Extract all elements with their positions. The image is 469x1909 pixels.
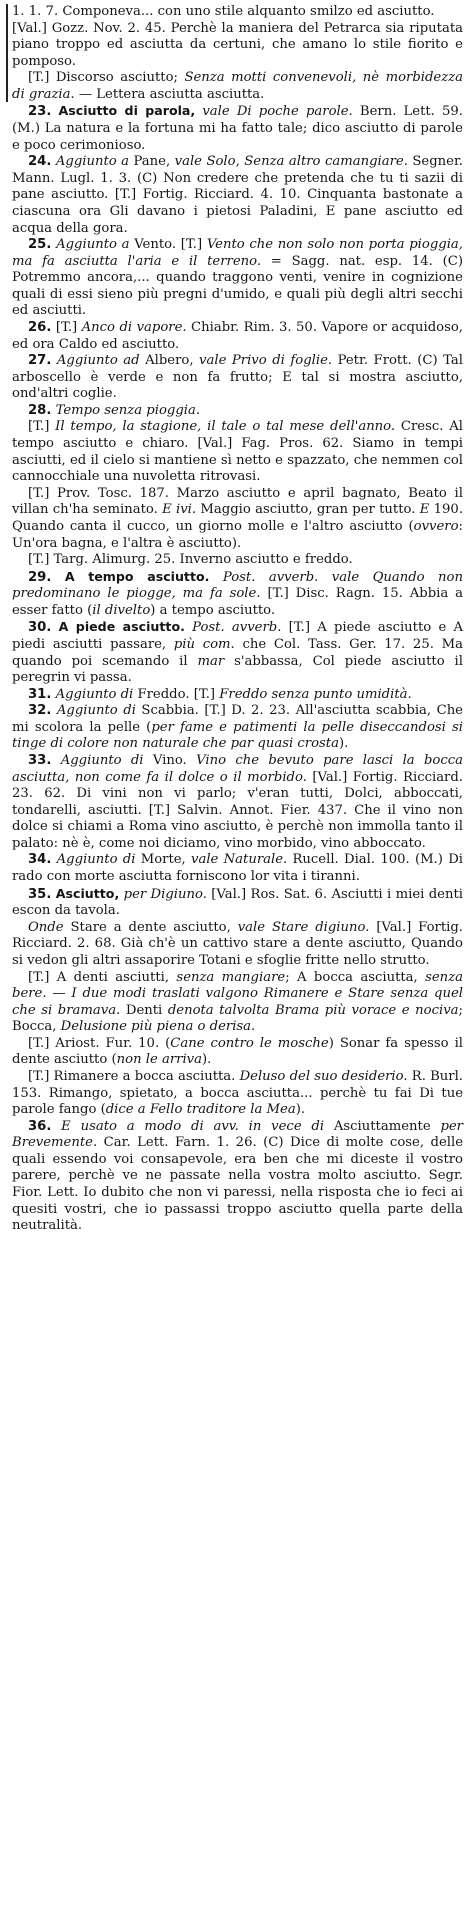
entry-text: [T.] A piede asciutto e A piedi asciutti passare, bbox=[12, 620, 464, 652]
entry-text: Cane contro le mosche bbox=[170, 1035, 329, 1051]
entry-number: 36. bbox=[28, 1118, 52, 1134]
entry-text: Car. Lett. Farn. 1. 26. (C) Dice di molte cose, delle quali essendo voi consapevole, era ben che mi diceste il vostro parere, perchè ve ne passate nella vostra molto asciutto. Segr. Fior. Lett. Io dubito che non vi paressi, nella risposta che io feci ai quesiti vostri, che io passassi troppo asciutto quella parte della neutralità. bbox=[12, 1135, 463, 1234]
entry-text: Petr. Frott. (C) Tal arboscello è verde e non fa frutto; E tal si mostra asciutto, ond'altri coglie. bbox=[12, 353, 463, 402]
entry-text: Delusione più piena o derisa. bbox=[60, 1019, 256, 1035]
dictionary-entry bbox=[12, 920, 463, 970]
dictionary-entry bbox=[12, 21, 463, 71]
entry-text bbox=[51, 570, 64, 585]
entries-column bbox=[12, 4, 463, 1235]
entry-text: Vino. bbox=[143, 753, 197, 769]
entry-text: [T.] Ariost. Fur. 10. ( bbox=[28, 1035, 171, 1051]
entry-number: 24. bbox=[28, 154, 52, 170]
entry-text: 1. 1. 7. Componeva... con uno stile alquanto smilzo ed asciutto. bbox=[12, 4, 435, 19]
entry-headword: A piede asciutto. bbox=[58, 619, 185, 635]
entry-number: 30. bbox=[28, 620, 52, 636]
dictionary-entry bbox=[12, 4, 463, 21]
entry-text: per fame e patimenti la pelle diseccandosi si tinge di colore non naturale che par quasi crosta bbox=[12, 719, 463, 752]
entry-number: 33. bbox=[28, 753, 52, 769]
entry-text: — bbox=[46, 986, 72, 1002]
entry-text: Segner. Mann. Lugl. 1. 3. (C) Non credere che pretenda che tu ti sazii di pane asciutto. [T.] Fortig. Ricciard. 4. 10. Cinquanta bastonate a ciascuna ora Gli davano i pietosi Paladini, E pane asciutto ed acqua della gora. bbox=[12, 154, 463, 236]
entry-text: Freddo. [T.] bbox=[133, 686, 220, 702]
entry-text: Onde bbox=[28, 919, 64, 935]
entry-text: Vento. [T.] bbox=[129, 237, 207, 253]
dictionary-entry bbox=[12, 1119, 463, 1235]
entry-text: Albero, bbox=[139, 353, 200, 369]
entry-text: Aggiunto a bbox=[56, 237, 130, 253]
entry-text bbox=[51, 104, 58, 119]
entry-text: Rucell. Dial. 100. (M.) Di rado con morte asciutta forniscono lor vita i tiranni. bbox=[12, 852, 464, 885]
entry-number: 35. bbox=[28, 886, 52, 902]
entry-text: [T.] bbox=[51, 319, 82, 335]
entry-text: = Sagg. nat. esp. 14. (C) Potremmo ancora,... quando traggono venti, venire in cognizione quali di essi sieno più pregni d'umido, e quali più degli altri secchi ed asciutti. bbox=[12, 253, 463, 319]
dictionary-entry bbox=[12, 403, 463, 420]
entry-text: ovvero bbox=[413, 518, 459, 534]
entry-text: che Col. Tass. Ger. 17. 25. Ma quando poi scemando il bbox=[12, 636, 463, 669]
entry-number: 34. bbox=[28, 852, 52, 868]
entry-text: [T.] Rimanere a bocca asciutta. bbox=[28, 1069, 240, 1084]
entry-text: s'abbassa, Col piede asciutto il peregrin vi passa. bbox=[12, 653, 463, 686]
entry-text: I due modi traslati valgono Rimanere e Stare senza quel che si bramava. bbox=[12, 986, 463, 1018]
entry-text: — Lettera asciutta asciutta. bbox=[74, 86, 265, 102]
entry-text bbox=[51, 1119, 61, 1134]
dictionary-entry bbox=[12, 703, 463, 753]
entry-text: [Val.] Fortig. Ricciard. 23. 62. Di vini non vi parlo; v'eran tutti, Dolci, abboccati, tondarelli, asciutti. [T.] Salvin. Annot. Fier. 437. Che il vino non dolce si chiami a Roma vino asciutto, è perchè non immolla tanto il palato: nè è, come noi diciamo, vino morbido, vino abboccato. bbox=[12, 769, 463, 851]
entry-text: vale Di poche parole. bbox=[202, 104, 353, 120]
dictionary-entry bbox=[12, 320, 463, 353]
entry-text: ) Sonar fa spesso il dente asciutto ( bbox=[12, 1035, 464, 1068]
entry-headword: Asciutto di parola, bbox=[58, 103, 196, 119]
entry-text: più com. bbox=[173, 636, 235, 652]
dictionary-entry bbox=[12, 353, 463, 403]
entry-text: ) a tempo asciutto. bbox=[150, 602, 276, 618]
entry-text: ). bbox=[295, 1102, 306, 1118]
entry-text: R. Burl. 153. Rimango, spietato, a bocca asciutta... perchè tu fai Di tue parole fango ( bbox=[12, 1069, 463, 1118]
entry-headword: A tempo asciutto. bbox=[64, 568, 210, 584]
entry-text: per Digiuno. bbox=[123, 886, 207, 902]
entry-text: Maggio asciutto, gran per tutto. bbox=[196, 502, 420, 518]
dictionary-entry bbox=[12, 886, 463, 920]
entry-text: Post. avverb. bbox=[192, 620, 282, 636]
entry-headword: Asciutto, bbox=[55, 885, 120, 901]
entry-text: Morte, bbox=[135, 852, 192, 868]
entry-text: Bern. Lett. 59. (M.) La natura e la fortuna mi ha fatto tale; dico asciutto di parole e poco cerimonioso. bbox=[12, 104, 463, 153]
entry-text: Stare a dente asciutto, bbox=[63, 919, 238, 935]
entry-text: Tempo senza pioggia. bbox=[55, 402, 201, 418]
entry-text: Aggiunto di bbox=[55, 686, 134, 702]
entry-text: Vino che bevuto pare lasci la bocca asciutta, non come fa il dolce o il morbido. bbox=[12, 753, 463, 785]
entry-number: 23. bbox=[28, 104, 52, 120]
entry-number: 26. bbox=[28, 319, 52, 335]
entry-text: [T.] bbox=[28, 419, 56, 435]
entry-text: Post. avverb. vale Quando non predominano le piogge, ma fa sole. bbox=[12, 569, 463, 602]
entry-number: 32. bbox=[28, 703, 52, 719]
entry-text: [T.] Prov. Tosc. 187. Marzo asciutto e april bagnato, Beato il villan ch'ha seminato. bbox=[12, 485, 463, 518]
entry-text: E ivi. bbox=[162, 502, 197, 518]
entry-text: per Brevemente. bbox=[12, 1118, 463, 1151]
dictionary-entry bbox=[12, 552, 463, 569]
entry-text bbox=[209, 570, 222, 585]
entry-text: Cresc. Al tempo asciutto e chiaro. [Val.] Fag. Pros. 62. Siamo in tempi asciutti, ed il cielo si mantiene sì netto e spazzato, che nemmen col cannocchiale una nuvoletta ritrovasi. bbox=[12, 419, 463, 485]
entry-text: ). bbox=[338, 736, 349, 752]
entry-number: 29. bbox=[28, 569, 52, 585]
dictionary-entry bbox=[12, 687, 463, 704]
dictionary-entry bbox=[12, 569, 463, 620]
entry-text: Anco di vapore. bbox=[81, 319, 187, 335]
entry-text: E usato a modo di avv. in vece di bbox=[61, 1118, 325, 1134]
dictionary-entry bbox=[12, 970, 463, 1036]
dictionary-entry bbox=[12, 486, 463, 552]
dictionary-entry bbox=[12, 154, 463, 237]
entry-text: : Un'ora bagna, e l'altra è asciutto). bbox=[12, 518, 463, 551]
entry-text: Aggiunto ad bbox=[56, 353, 140, 369]
entry-text: vale Naturale. bbox=[191, 852, 288, 868]
dictionary-entry bbox=[12, 852, 463, 885]
entry-text: [T.] Targ. Alimurg. 25. Inverno asciutto e freddo. bbox=[28, 552, 353, 568]
entry-text: senza bere. bbox=[12, 969, 463, 1002]
entry-text: Asciuttamente bbox=[324, 1118, 441, 1134]
entry-text: dice a Fello traditore la Mea bbox=[105, 1102, 296, 1118]
entry-text: Deluso del suo desiderio. bbox=[239, 1069, 408, 1084]
entry-text: Aggiunto di bbox=[56, 703, 136, 719]
entry-text: ; A bocca asciutta, bbox=[285, 969, 426, 985]
entry-text: 190. Quando canta il cucco, un giorno molle e l'altro asciutto ( bbox=[12, 502, 464, 534]
entry-number: 31. bbox=[28, 686, 52, 702]
dictionary-entry bbox=[12, 103, 463, 154]
entry-number: 28. bbox=[28, 402, 52, 418]
entry-text: ; Bocca, bbox=[12, 1002, 463, 1035]
entry-text: ). bbox=[201, 1052, 212, 1068]
entry-text: vale Solo, Senza altro camangiare. bbox=[174, 154, 408, 170]
entry-number: 25. bbox=[28, 237, 52, 253]
dictionary-entry bbox=[12, 1069, 463, 1119]
entry-text: Scabbia. [T.] D. 2. 23. All'asciutta scabbia, Che mi scolora la pelle ( bbox=[12, 703, 463, 735]
dictionary-entry bbox=[12, 419, 463, 485]
entry-text: Il tempo, la stagione, il tale o tal mese dell'anno. bbox=[55, 419, 396, 435]
entry-text: Denti bbox=[120, 1002, 168, 1018]
dictionary-entry bbox=[12, 237, 463, 320]
dictionary-entry bbox=[12, 70, 463, 103]
entry-text bbox=[51, 753, 60, 768]
entry-text: il divelto bbox=[92, 602, 151, 618]
entry-text: [T.] Disc. Ragn. 15. Abbia a esser fatto ( bbox=[12, 586, 464, 618]
entry-text: E bbox=[419, 502, 430, 518]
entry-text bbox=[51, 620, 58, 635]
margin-rule bbox=[6, 4, 8, 102]
entry-text: mar bbox=[197, 653, 225, 669]
entry-text: Aggiunto a bbox=[55, 154, 130, 170]
entry-text: [Val.] Gozz. Nov. 2. 45. Perchè la maniera del Petrarca sia riputata piano troppo ed asciutta da certuni, che amano lo stile fiorito e pomposo. bbox=[12, 20, 463, 69]
dictionary-entry bbox=[12, 753, 463, 852]
entry-text: Aggiunto di bbox=[60, 753, 144, 769]
entry-text: Freddo senza punto umidità. bbox=[219, 686, 412, 702]
entry-text: vale Privo di foglie. bbox=[199, 353, 333, 369]
entry-text: Pane, bbox=[129, 154, 175, 170]
entry-text: denota talvolta Brama più vorace e nociva bbox=[167, 1002, 459, 1018]
entry-text: [T.] A denti asciutti, bbox=[28, 969, 177, 985]
entry-text: [T.] Discorso asciutto; bbox=[28, 70, 185, 86]
entry-text: [Val.] Ros. Sat. 6. Asciutti i miei denti escon da tavola. bbox=[12, 886, 463, 919]
entry-text: Aggiunto di bbox=[56, 852, 136, 868]
entry-text: senza mangiare bbox=[176, 969, 286, 985]
entry-text: [Val.] Fortig. Ricciard. 2. 68. Già ch'è un cattivo stare a dente asciutto, Quando si vedon gli altri assaporire Totani e sfoglie fritte nello strutto. bbox=[12, 919, 463, 968]
entry-text: Vento che non solo non porta pioggia, ma fa asciutta l'aria e il terreno. bbox=[12, 237, 463, 269]
entry-text: Senza motti convenevoli, nè morbidezza di grazia. bbox=[12, 70, 463, 102]
entry-text: vale Stare digiuno. bbox=[237, 919, 370, 935]
entry-text: non le arriva bbox=[116, 1052, 202, 1068]
entry-text: Chiabr. Rim. 3. 50. Vapore or acquidoso, ed ora Caldo ed asciutto. bbox=[12, 319, 463, 352]
entry-number: 27. bbox=[28, 353, 52, 369]
dictionary-entry bbox=[12, 619, 463, 686]
dictionary-entry bbox=[12, 1036, 463, 1069]
